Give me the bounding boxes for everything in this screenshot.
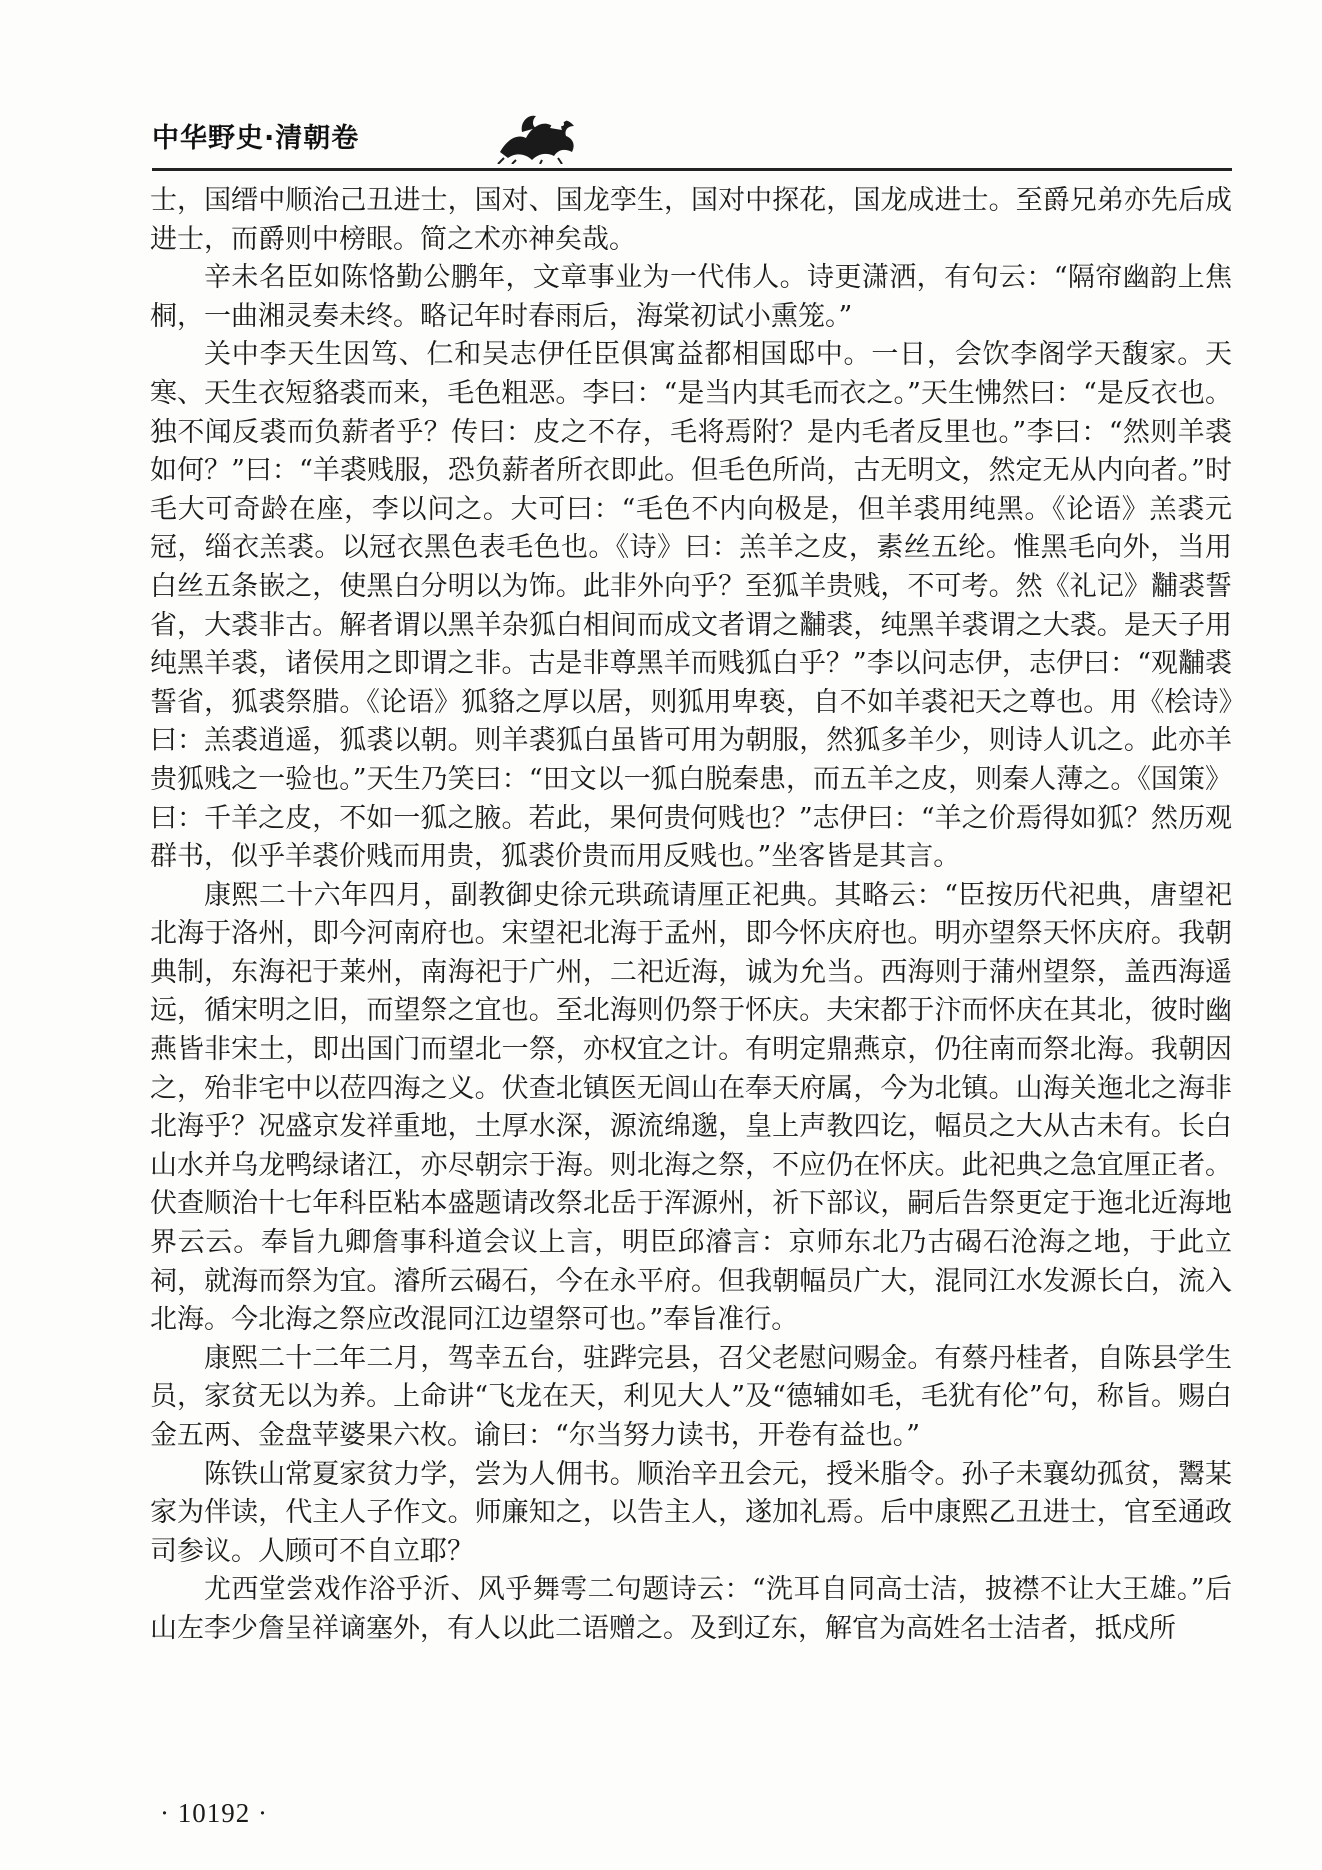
paragraph: 陈铁山常夏家贫力学，尝为人佣书。顺治辛丑会元，授米脂令。孙子未襄幼孤贫，鬻某家为伴读，代主人子作文。师廉知之，以告主人，遂加礼焉。后中康熙乙丑进士，官至通政司参议。人顾可不自立耶？ [150, 1458, 1232, 1567]
dragon-emblem-icon [492, 108, 582, 164]
paragraph: 士，国缙中顺治己丑进士，国对、国龙孪生，国对中探花，国龙成进士。至爵兄弟亦先后成进士，而爵则中榜眼。简之术亦神矣哉。 [150, 185, 1232, 255]
page-number: · 10192 · [160, 1798, 268, 1828]
paragraph: 辛未名臣如陈恪勤公鹏年，文章事业为一代伟人。诗更潇洒，有句云：“隔帘幽韵上焦桐，一曲湘灵奏未终。略记年时春雨后，海棠初试小熏笼。” [150, 262, 1232, 332]
main-text [150, 182, 1232, 1649]
header-rule [152, 168, 1232, 171]
running-header [152, 108, 1232, 170]
paragraph: 关中李天生因笃、仁和吴志伊任臣俱寓益都相国邸中。一日，会饮李阁学天馥家。天寒、天生衣短貉裘而来，毛色粗恶。李曰：“是当内其毛而衣之。”天生怫然曰：“是反衣也。独不闻反裘而负薪者乎？传曰：皮之不存，毛将焉附？是内毛者反里也。”李曰：“然则羊裘如何？”曰：“羊裘贱服，恐负薪者所衣即此。但毛色所尚，古无明文，然定无从内向者。”时毛大可奇龄在座，李以问之。大可曰：“毛色不内向极是，但羊裘用纯黑。《论语》羔裘元冠，缁衣羔裘。以冠衣黑色表毛色也。《诗》曰：羔羊之皮，素丝五纶。惟黑毛向外，当用白丝五条嵌之，使黑白分明以为饰。此非外向乎？至狐羊贵贱，不可考。然《礼记》黼裘誓省，大裘非古。解者谓以黑羊杂狐白相间而成文者谓之黼裘，纯黑羊裘谓之大裘。是天子用纯黑羊裘，诸侯用之即谓之非。古是非尊黑羊而贱狐白乎？”李以问志伊，志伊曰：“观黼裘誓省，狐裘祭腊。《论语》狐貉之厚以居，则狐用卑亵，自不如羊裘祀天之尊也。用《桧诗》曰：羔裘逍遥，狐裘以朝。则羊裘狐白虽皆可用为朝服，然狐多羊少，则诗人讥之。此亦羊贵狐贱之一验也。”天生乃笑曰：“田文以一狐白脱秦患，而五羊之皮，则秦人薄之。《国策》曰：千羊之皮，不如一狐之腋。若此，果何贵何贱也？”志伊曰：“羊之价焉得如狐？然历观群书，似乎羊裘价贱而用贵，狐裘价贵而用反贱也。”坐客皆是其言。 [150, 339, 1232, 873]
paragraph: 康熙二十六年四月，副教御史徐元珙疏请厘正祀典。其略云：“臣按历代祀典，唐望祀北海于洛州，即今河南府也。宋望祀北海于孟州，即今怀庆府也。明亦望祭天怀庆府。我朝典制，东海祀于莱州，南海祀于广州，二祀近海，诚为允当。西海则于蒲州望祭，盖西海遥远，循宋明之旧，而望祭之宜也。至北海则仍祭于怀庆。夫宋都于汴而怀庆在其北，彼时幽燕皆非宋土，即出国门而望北一祭，亦权宜之计。有明定鼎燕京，仍往南而祭北海。我朝因之，殆非宅中以莅四海之义。伏查北镇医无闾山在奉天府属，今为北镇。山海关迤北之海非北海乎？况盛京发祥重地，土厚水深，源流绵邈，皇上声教四讫，幅员之大从古未有。长白山水并乌龙鸭绿诸江，亦尽朝宗于海。则北海之祭，不应仍在怀庆。此祀典之急宜厘正者。伏查顺治十七年科臣粘本盛题请改祭北岳于浑源州，祈下部议，嗣后告祭更定于迤北近海地界云云。奉旨九卿詹事科道会议上言，明臣邱濬言：京师东北乃古碣石沧海之地，于此立祠，就海而祭为宜。濬所云碣石，今在永平府。但我朝幅员广大，混同江水发源长白，流入北海。今北海之祭应改混同江边望祭可也。”奉旨准行。 [150, 879, 1232, 1336]
paragraph: 尤西堂尝戏作浴乎沂、风乎舞雩二句题诗云：“洗耳自同高士洁，披襟不让大王雄。”后山左李少詹呈祥谪塞外，有人以此二语赠之。及到辽东，解官为高姓名士洁者，抵戍所 [150, 1574, 1232, 1644]
paragraph: 康熙二十二年二月，驾幸五台，驻跸完县，召父老慰问赐金。有蔡丹桂者，自陈县学生员，家贫无以为养。上命讲“飞龙在天，利见大人”及“德辅如毛，毛犹有伦”句，称旨。赐白金五两、金盘苹婆果六枚。谕曰：“尔当努力读书，开卷有益也。” [150, 1342, 1232, 1451]
book-title: 中华野史·清朝卷 [152, 123, 360, 154]
